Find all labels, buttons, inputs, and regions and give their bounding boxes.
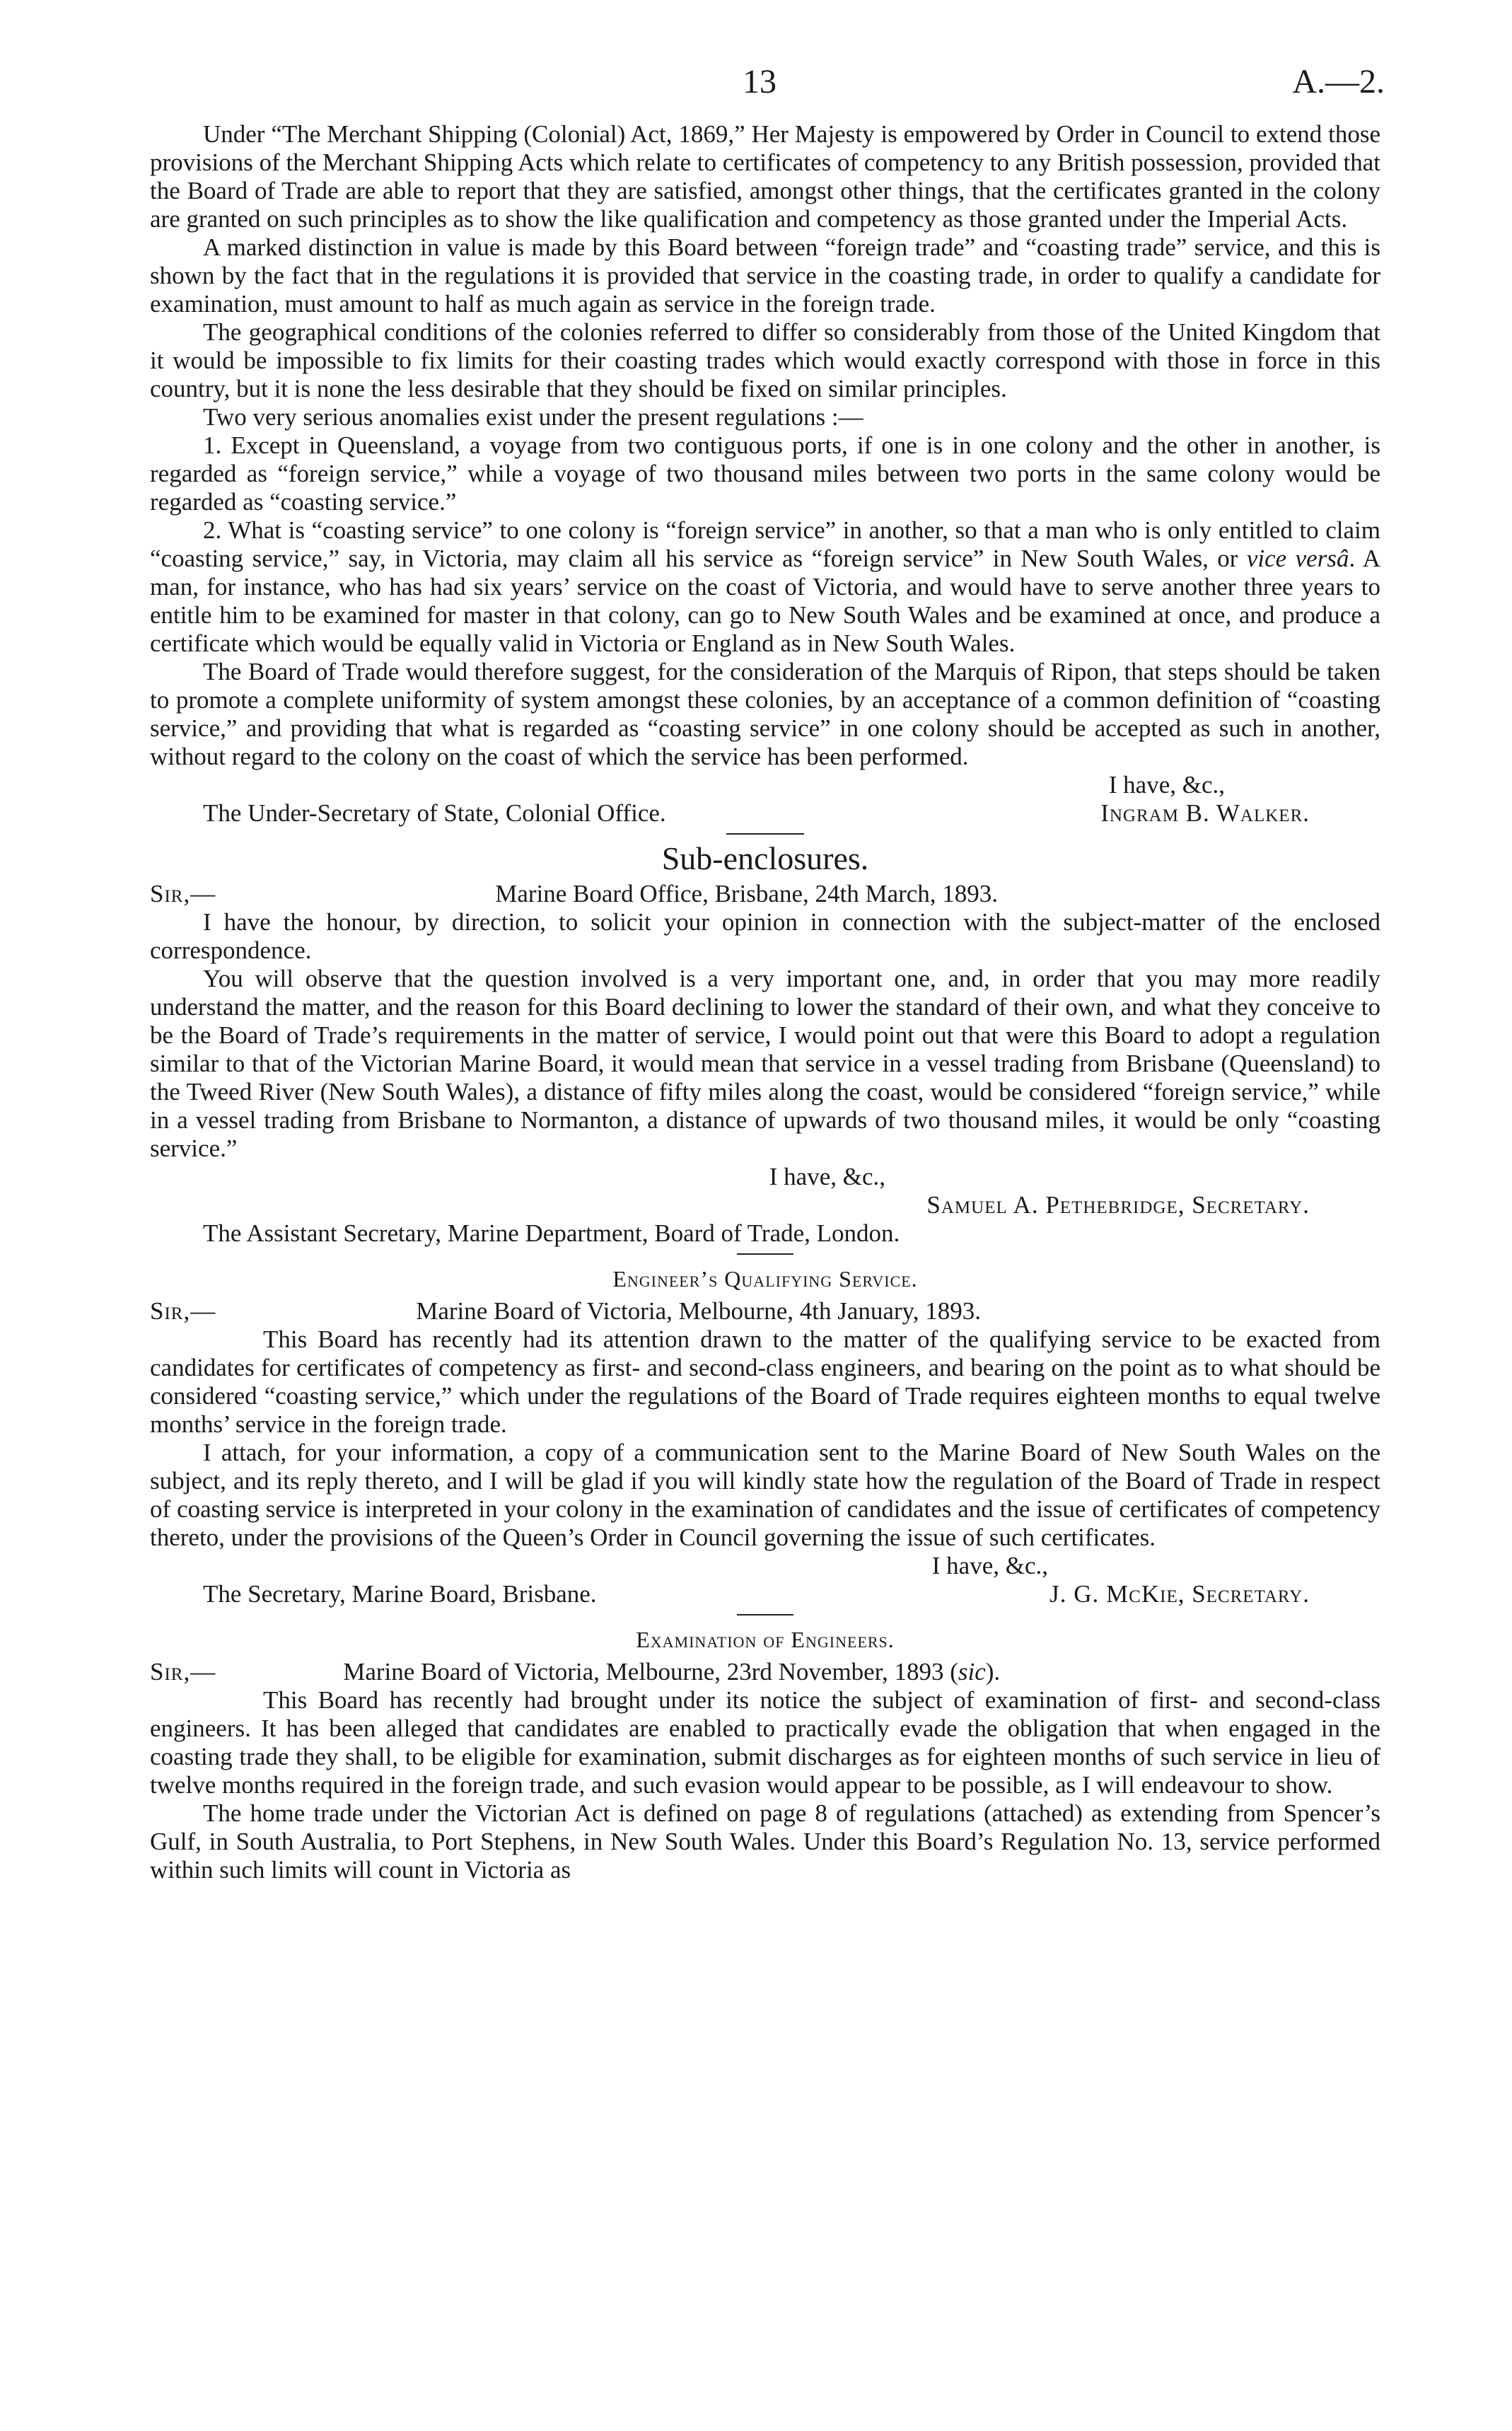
signature-line xyxy=(150,1191,1380,1219)
closing-text: I have, &c., xyxy=(769,1163,885,1190)
paragraph: The geographical conditions of the colonies referred to differ so considerably from those of the United Kingdom that it would be impossible to fix limits for their coasting trades which would exactly correspond with those in force in this country, but it is none the less desirable that they should be fixed on similar principles. xyxy=(150,318,1380,402)
sender-address: Marine Board of Victoria, Melbourne, 4th January, 1893. xyxy=(416,1297,982,1325)
salutation: Sir,— xyxy=(150,1658,216,1686)
paragraph: You will observe that the question involved is a very important one, and, in order that you may more readily understand the matter, and the reason for this Board declining to lower the standard of their own, and what they conceive to be the Board of Trade’s requirements in the matter of service, I would point out that were this Board to adopt a regulation similar to that of the Victorian Marine Board, it would mean that service in a vessel trading from Brisbane (Queensland) to the Tweed River (New South Wales), a distance of fifty miles along the coast, would be considered “foreign service,” while in a vessel trading from Brisbane to Normanton, a distance of upwards of two thousand miles, it would be only “coasting service.” xyxy=(150,965,1380,1162)
italic-phrase: vice versâ xyxy=(1246,545,1349,572)
paragraph: This Board has recently had brought under its notice the subject of examination of first- and second-class engineers. It has been alleged that candidates are enabled to practically evade the obligation that when engaged in the coasting trade they shall, to be eligible for examination, submit discharges as for eighteen months of such service in lieu of twelve months required in the foreign trade, and such evasion would appear to be possible, as I will endeavour to show. xyxy=(150,1686,1380,1799)
addressee: The Under-Secretary of State, Colonial Office. xyxy=(203,799,666,827)
closing-line xyxy=(150,1552,1380,1580)
paragraph xyxy=(150,516,1380,658)
addressee-row xyxy=(150,1219,1380,1248)
sender-address xyxy=(216,1658,1380,1686)
document-reference: A.—2. xyxy=(1292,63,1385,100)
section-heading: Sub-enclosures. xyxy=(661,840,869,876)
paragraph: A marked distinction in value is made by this Board between “foreign trade” and “coasting trade” service, and this is shown by the fact that in the regulations it is provided that service in the coasting trade, in order to qualify a candidate for examination, must amount to half as much again as service in the foreign trade. xyxy=(150,233,1380,318)
paragraph: The Board of Trade would therefore suggest, for the consideration of the Marquis of Ripon, that steps should be taken to promote a complete uniformity of system amongst these colonies, by an acceptance of a common definition of “coasting service,” and providing that what is regarded as “coasting service” in one colony should be accepted as such in another, without regard to the colony on the coast of which the service has been performed. xyxy=(150,658,1380,770)
italic-note: sic xyxy=(958,1658,986,1686)
paragraph: The home trade under the Victorian Act is defined on page 8 of regulations (attached) as extending from Spencer’s Gulf, in South Australia, to Port Stephens, in New South Wales. Under this Board’s Regulation No. 13, service performed within such limits will count in Victoria as xyxy=(150,1799,1380,1884)
address-text: Marine Board of Victoria, Melbourne, 23rd November, 1893 ( xyxy=(343,1658,958,1686)
signature: Ingram B. Walker. xyxy=(1100,799,1310,827)
divider-rule xyxy=(737,1253,793,1255)
address-text: ). xyxy=(985,1658,1001,1686)
divider-rule xyxy=(737,1614,793,1615)
page-header xyxy=(0,62,1512,112)
address-signature-row xyxy=(150,799,1380,828)
salutation: Sir,— xyxy=(150,1297,216,1325)
closing-text: I have, &c., xyxy=(931,1552,1048,1579)
paragraph: Under “The Merchant Shipping (Colonial) Act, 1869,” Her Majesty is empowered by Order in Council to extend those provisions of the Merchant Shipping Acts which relate to certificates of competency to any British possession, provided that the Board of Trade are able to report that they are satisfied, amongst other things, that the certificates granted in the colony are granted on such principles as to show the like qualification and competency as those granted under the Imperial Acts. xyxy=(150,120,1380,233)
addressee: The Assistant Secretary, Marine Department, Board of Trade, London. xyxy=(203,1219,900,1247)
paragraph: Two very serious anomalies exist under the present regulations :— xyxy=(203,403,863,431)
closing-text: I have, &c., xyxy=(1108,771,1225,799)
divider-rule xyxy=(726,833,804,835)
paragraph: I attach, for your information, a copy of a communication sent to the Marine Board of New South Wales on the subject, and its reply thereto, and I will be glad if you will kindly state how the regulation of the Board of Trade in respect of coasting service is interpreted in your colony in the examination of candidates and the issue of certificates of competency thereto, under the provisions of the Queen’s Order in Council governing the issue of such certificates. xyxy=(150,1439,1380,1551)
document-body xyxy=(150,120,1380,1884)
signature: Samuel A. Pethebridge, Secretary. xyxy=(926,1191,1310,1219)
salutation-row xyxy=(150,1658,1380,1686)
sender-address: Marine Board Office, Brisbane, 24th March, 1893. xyxy=(495,880,999,907)
page-number: 13 xyxy=(743,63,777,100)
paragraph-text: 2. What is “coasting service” to one colony is “foreign service” in another, so that a man who is only entitled to claim “coasting service,” say, in Victoria, may claim all his service as “foreign service” in New South Wales, or xyxy=(150,516,1380,572)
signature: J. G. McKie, Secretary. xyxy=(1049,1580,1310,1608)
paragraph: I have the honour, by direction, to solicit your opinion in connection with the subject-matter of the enclosed correspondence. xyxy=(150,908,1380,964)
section-heading: Examination of Engineers. xyxy=(636,1627,895,1652)
closing-line xyxy=(150,771,1380,799)
paragraph: 1. Except in Queensland, a voyage from two contiguous ports, if one is in one colony and the other in another, is regarded as “foreign service,” while a voyage of two thousand miles between two ports in the same colony would be regarded as “coasting service.” xyxy=(150,431,1380,516)
addressee: The Secretary, Marine Board, Brisbane. xyxy=(203,1580,597,1608)
closing-line xyxy=(150,1163,1380,1191)
salutation-row xyxy=(150,1297,1380,1325)
address-signature-row xyxy=(150,1580,1380,1608)
paragraph-text: . A man, for instance, who has had six years’ service on the coast of Victoria, and would have to serve another three years to entitle him to be examined for master in that colony, can go to New South Wales and be examined at once, and produce a certificate which would be equally valid in Victoria or England as in New South Wales. xyxy=(150,545,1380,657)
section-heading: Engineer’s Qualifying Service. xyxy=(612,1266,918,1292)
salutation-row xyxy=(150,880,1380,908)
paragraph: This Board has recently had its attention drawn to the matter of the qualifying service to be exacted from candidates for certificates of competency as first- and second-class engineers, and bearing on the point as to what should be considered “coasting service,” which under the regulations of the Board of Trade requires eighteen months to equal twelve months’ service in the foreign trade. xyxy=(150,1325,1380,1438)
salutation: Sir,— xyxy=(150,880,216,907)
